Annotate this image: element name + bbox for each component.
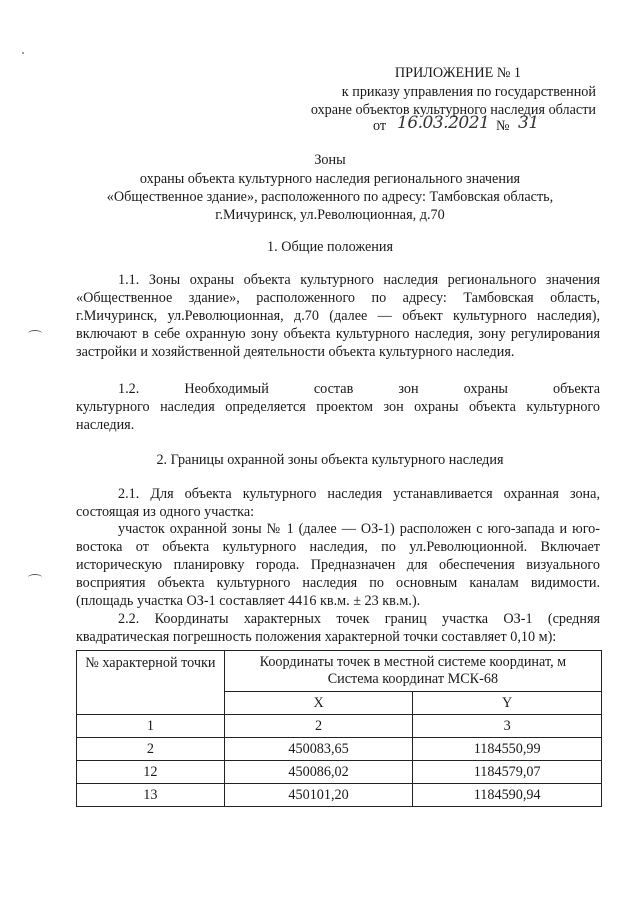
heading-line-1: Зоны: [314, 152, 346, 168]
table-cell: 2: [224, 715, 413, 738]
x-value-cell: 450083,65: [224, 738, 413, 761]
coordinates-table: [76, 650, 602, 807]
handwritten-date: 16.03.2021: [397, 113, 490, 133]
table-cell: 1: [77, 715, 225, 738]
section-1-title: 1. Общие положения: [267, 239, 393, 255]
table-row: [77, 738, 602, 761]
coordinates-header-line-2: Система координат МСК-68: [327, 671, 499, 687]
heading-line-3: «Общественное здание», расположенного по адресу: Тамбовская область,: [106, 189, 554, 205]
appendix-line-1: к приказу управления по государственной: [341, 84, 596, 100]
from-label: от: [373, 118, 387, 134]
y-header: Y: [413, 692, 602, 715]
appendix-line-2: охране объектов культурного наследия области: [310, 102, 596, 118]
x-value-cell: 450101,20: [224, 784, 413, 807]
point-number-cell: 13: [77, 784, 225, 807]
punch-hole-mark: [28, 574, 42, 581]
section-2-paragraph-2: участок охранной зоны № 1 (далее — ОЗ-1) расположен с юго-запада и юго-востока от объекта культурного наследия, по ул.Революционной. Включает историческую планировку города. Предназначен для обеспечения визуального восприятия объекта культурного наследия по основным каналам видимости. (площадь участка ОЗ-1 составляет 4416 кв.м. ± 23 кв.м.).: [76, 521, 600, 609]
section-2-paragraph-1: 2.1. Для объекта культурного наследия устанавливается охранная зона, состоящая из одного участка:: [76, 486, 600, 520]
section-2-title: 2. Границы охранной зоны объекта культурного наследия: [156, 452, 504, 468]
table-row: [77, 784, 602, 807]
coordinates-header-line-1: Координаты точек в местной системе координат, м: [259, 654, 567, 670]
appendix-title: ПРИЛОЖЕНИЕ № 1: [394, 65, 521, 81]
point-number-cell: 2: [77, 738, 225, 761]
point-number-cell: 12: [77, 761, 225, 784]
x-value-cell: 450086,02: [224, 761, 413, 784]
table-header-row: [77, 651, 602, 692]
heading-line-4: г.Мичуринск, ул.Революционная, д.70: [215, 207, 445, 223]
heading-line-2: охраны объекта культурного наследия регионального значения: [139, 171, 521, 187]
section-1-paragraph-1: 1.1. Зоны охраны объекта культурного наследия регионального значения «Общественное здание», расположенного по адресу: Тамбовская область, г.Мичуринск, ул.Революционная, д.70 (далее — объект культурного наследия), включают в себе охранную зону объекта культурного наследия, зону регулирования застройки и хозяйственной деятельности объекта культурного наследия.: [76, 272, 600, 360]
table-row: [77, 761, 602, 784]
y-value-cell: 1184550,99: [413, 738, 602, 761]
y-value-cell: 1184579,07: [413, 761, 602, 784]
section-2-paragraph-3: 2.2. Координаты характерных точек границ участка ОЗ-1 (средняя квадратическая погрешность положения характерной точки составляет 0,10 м):: [76, 611, 600, 645]
punch-hole-mark: [28, 330, 42, 337]
appendix-date-line: [350, 113, 600, 135]
number-label: №: [496, 118, 510, 134]
coordinates-header: [224, 651, 601, 692]
handwritten-number: 31: [518, 113, 539, 133]
scan-artifact: [22, 52, 24, 54]
table-index-row: [77, 715, 602, 738]
section-1-paragraph-2-first-line: 1.2. Необходимый состав зон охраны объекта: [118, 381, 600, 397]
point-number-header: № характерной точки: [77, 651, 225, 715]
x-header: X: [224, 692, 413, 715]
y-value-cell: 1184590,94: [413, 784, 602, 807]
section-1-paragraph-2-rest: культурного наследия определяется проектом зон охраны объекта культурного наследия.: [76, 399, 600, 433]
table-cell: 3: [413, 715, 602, 738]
